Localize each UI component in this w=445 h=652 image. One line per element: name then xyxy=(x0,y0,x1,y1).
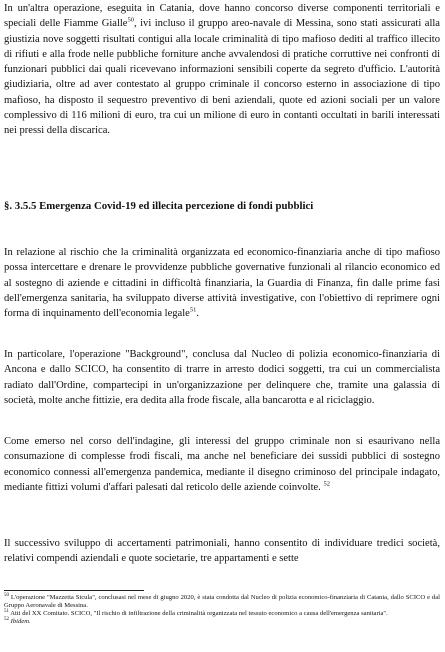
document-page xyxy=(2,0,442,652)
footnote-51 xyxy=(4,610,440,618)
paragraph-text: In un'altra operazione, eseguita in Catania, dove hanno concorso diverse componenti territoriali e speciali delle Fiamme Gialle xyxy=(4,3,440,30)
footnote-text: Atti del XX Comitato. SCICO, "Il rischio di infiltrazione della criminalità organizzata nel tessuto economico a causa dell'emergenza sanitaria". xyxy=(9,610,388,617)
paragraph-investigation-findings xyxy=(4,434,440,495)
footnote-number: 52 xyxy=(4,616,9,622)
paragraph-text: In relazione al rischio che la criminalità organizzata ed economico-finanziaria anche di tipo mafioso possa intercettare e drenare le provvidenze pubbliche governative funzionali al rilancio economico ed al sostegno di aziende e cittadini in difficoltà finanziaria, la Guardia di Finanza, fin dalle prime fasi dell'emergenza sanitaria, ha sviluppato diverse attività investigative, con l'obiettivo di reprimere ogni forma di inquinamento dell'economia legale xyxy=(4,247,440,320)
footnote-number: 50 xyxy=(4,592,9,598)
footnote-ref-51[interactable]: 51 xyxy=(189,306,197,314)
footnote-ref-52[interactable]: 52 xyxy=(323,480,330,488)
paragraph-operation-background: In particolare, l'operazione "Background", conclusa dal Nucleo di polizia economico-finanziaria di Ancona e dallo SCICO, ha consentito di trarre in arresto dodici soggetti, tra cui un commercialista radiato dall'Ordine, compartecipi in un'organizzazione per delinquere che, tramite una galassia di società, molte anche fittizie, era dedita alla frode fiscale, alla bancarotta e al riciclaggio. xyxy=(4,349,440,406)
paragraph-operation-catania xyxy=(4,1,440,139)
paragraph-text: Come emerso nel corso dell'indagine, gli interessi del gruppo criminale non si esaurivano nella consumazione di complesse frodi fiscali, ma anche nel beneficiare dei sussidi pubblici di sostegno economico connessi all'emergenza pandemica, mediante il disegno criminoso del principale indagato, mediante fittizi volumi d'affari palesati dal reticolo delle aziende coinvolte. xyxy=(4,436,440,493)
paragraph-covid-emergency xyxy=(4,245,440,321)
footnote-divider xyxy=(4,590,144,591)
footnote-text: L'operazione "Mazzetta Sicula", conclusasi nel mese di giugno 2020, è stata condotta dal Nucleo di polizia economico-finanziaria di Catania, dallo SCICO e dal Gruppo Aeronavale di Messina. xyxy=(4,594,440,609)
footnote-50 xyxy=(4,594,440,610)
footnote-text: Ibidem. xyxy=(9,618,31,625)
paragraph-text: , ivi incluso il gruppo areo-navale di Messina, sono stati assicurati alla giustizia nove soggetti risultati contigui alla locale criminalità di tipo mafioso dediti al traffico illecito di rifiuti e alla frode nelle pubbliche forniture anche avvalendosi di pratiche corruttive nei confronti di funzionari pubblici dai quali ricevevano informazioni sensibili coperte da segreto d'ufficio. L'autorità giudiziaria, oltre ad aver contestato al gruppo criminale il concorso esterno in associazione di tipo mafioso, ha disposto il sequestro preventivo di beni aziendali, quote ed azioni sociali per un valore complessivo di 116 milioni di euro, tra cui un milione di euro in contanti occultati in barili interessati nei pressi della discarica. xyxy=(4,18,440,137)
footnotes xyxy=(4,594,440,626)
paragraph-text: . xyxy=(196,308,199,320)
section-heading: §. 3.5.5 Emergenza Covid-19 ed illecita percezione di fondi pubblici xyxy=(4,200,314,212)
footnote-number: 51 xyxy=(4,608,9,614)
footnote-52 xyxy=(4,618,440,626)
footnote-ref-50[interactable]: 50 xyxy=(127,16,134,24)
paragraph-asset-investigations: Il successivo sviluppo di accertamenti patrimoniali, hanno consentito di individuare tredici società, relativi compendi aziendali e quote societarie, tre appartamenti e sette xyxy=(4,538,440,565)
